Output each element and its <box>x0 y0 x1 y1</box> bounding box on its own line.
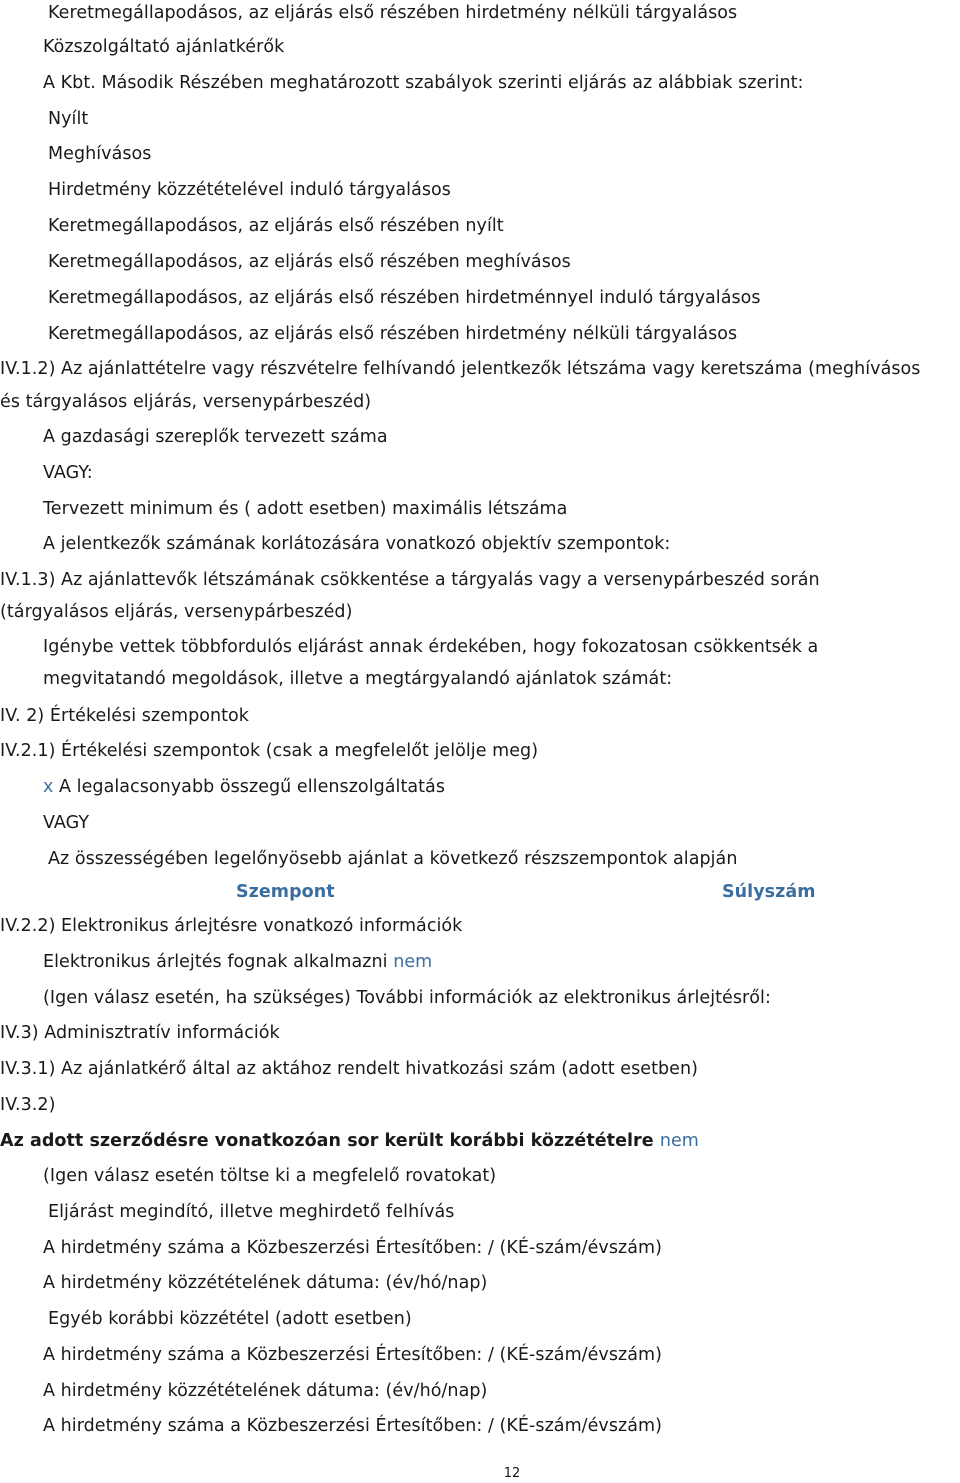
document-line: IV. 2) Értékelési szempontok <box>0 706 249 726</box>
document-line: A hirdetmény közzétételének dátuma: (év/hó/nap) <box>43 1381 488 1401</box>
document-line: Keretmegállapodásos, az eljárás első részében nyílt <box>48 216 504 236</box>
document-line: (Igen válasz esetén töltse ki a megfelelő rovatokat) <box>43 1166 497 1186</box>
document-line: Igénybe vettek többfordulós eljárást annak érdekében, hogy fokozatosan csökkentsék a <box>43 637 819 657</box>
document-line: IV.1.2) Az ajánlattételre vagy részvételre felhívandó jelentkezők létszáma vagy keretszáma (meghívásos <box>0 359 921 379</box>
document-line: és tárgyalásos eljárás, versenypárbeszéd) <box>0 392 372 412</box>
criteria-header-sulyszam: Súlyszám <box>722 882 816 902</box>
document-line: Hirdetmény közzétételével induló tárgyalásos <box>48 180 451 200</box>
document-line: A jelentkezők számának korlátozására vonatkozó objektív szempontok: <box>43 534 671 554</box>
document-line: Tervezett minimum és ( adott esetben) maximális létszáma <box>43 499 568 519</box>
document-line: IV.1.3) Az ajánlattevők létszámának csökkentése a tárgyalás vagy a versenypárbeszéd során <box>0 570 820 590</box>
document-line: Keretmegállapodásos, az eljárás első részében meghívásos <box>48 252 571 272</box>
criteria-header-szempont: Szempont <box>236 882 335 902</box>
document-line: IV.2.1) Értékelési szempontok (csak a megfelelőt jelölje meg) <box>0 741 539 761</box>
document-line: A hirdetmény száma a Közbeszerzési Értesítőben: / (KÉ-szám/évszám) <box>43 1345 662 1365</box>
electronic-auction-label: Elektronikus árlejtés fognak alkalmazni <box>43 952 388 972</box>
document-line: Meghívásos <box>48 144 152 164</box>
document-line: A Kbt. Második Részében meghatározott szabályok szerinti eljárás az alábbiak szerint: <box>43 73 804 93</box>
document-line: A hirdetmény száma a Közbeszerzési Értesítőben: / (KÉ-szám/évszám) <box>43 1416 662 1436</box>
document-line: A hirdetmény közzétételének dátuma: (év/hó/nap) <box>43 1273 488 1293</box>
document-line: IV.3.2) <box>0 1095 56 1115</box>
document-line: (Igen válasz esetén, ha szükséges) További információk az elektronikus árlejtésről: <box>43 988 771 1008</box>
document-line: A hirdetmény száma a Közbeszerzési Értesítőben: / (KÉ-szám/évszám) <box>43 1238 662 1258</box>
document-line: Keretmegállapodásos, az eljárás első részében hirdetmény nélküli tárgyalásos <box>48 3 738 23</box>
document-line: VAGY: <box>43 463 93 483</box>
document-line: (tárgyalásos eljárás, versenypárbeszéd) <box>0 602 353 622</box>
prior-publication-label: Az adott szerződésre vonatkozóan sor került korábbi közzétételre <box>0 1131 654 1151</box>
document-line: Nyílt <box>48 109 89 129</box>
prior-publication-line <box>0 1128 699 1154</box>
document-line: IV.3.1) Az ajánlatkérő által az aktához rendelt hivatkozási szám (adott esetben) <box>0 1059 699 1079</box>
lowest-price-option <box>43 774 445 800</box>
checkbox-mark: x <box>43 777 54 797</box>
document-line: Keretmegállapodásos, az eljárás első részében hirdetmény nélküli tárgyalásos <box>48 324 738 344</box>
document-line: IV.2.2) Elektronikus árlejtésre vonatkozó információk <box>0 916 463 936</box>
document-line: Az összességében legelőnyösebb ajánlat a következő részszempontok alapján <box>48 849 738 869</box>
prior-publication-value: nem <box>659 1131 699 1151</box>
lowest-price-label: A legalacsonyabb összegű ellenszolgáltatás <box>59 777 445 797</box>
document-line: Közszolgáltató ajánlatkérők <box>43 37 285 57</box>
electronic-auction-value: nem <box>393 952 433 972</box>
page-number: 12 <box>503 1466 521 1481</box>
document-line: VAGY <box>43 813 90 833</box>
document-line: IV.3) Adminisztratív információk <box>0 1023 280 1043</box>
electronic-auction-line <box>43 949 432 975</box>
document-line: Eljárást megindító, illetve meghirdető felhívás <box>48 1202 455 1222</box>
document-line: megvitatandó megoldások, illetve a megtárgyalandó ajánlatok számát: <box>43 669 673 689</box>
document-line: A gazdasági szereplők tervezett száma <box>43 427 388 447</box>
document-line: Egyéb korábbi közzététel (adott esetben) <box>48 1309 412 1329</box>
document-line: Keretmegállapodásos, az eljárás első részében hirdetménnyel induló tárgyalásos <box>48 288 761 308</box>
